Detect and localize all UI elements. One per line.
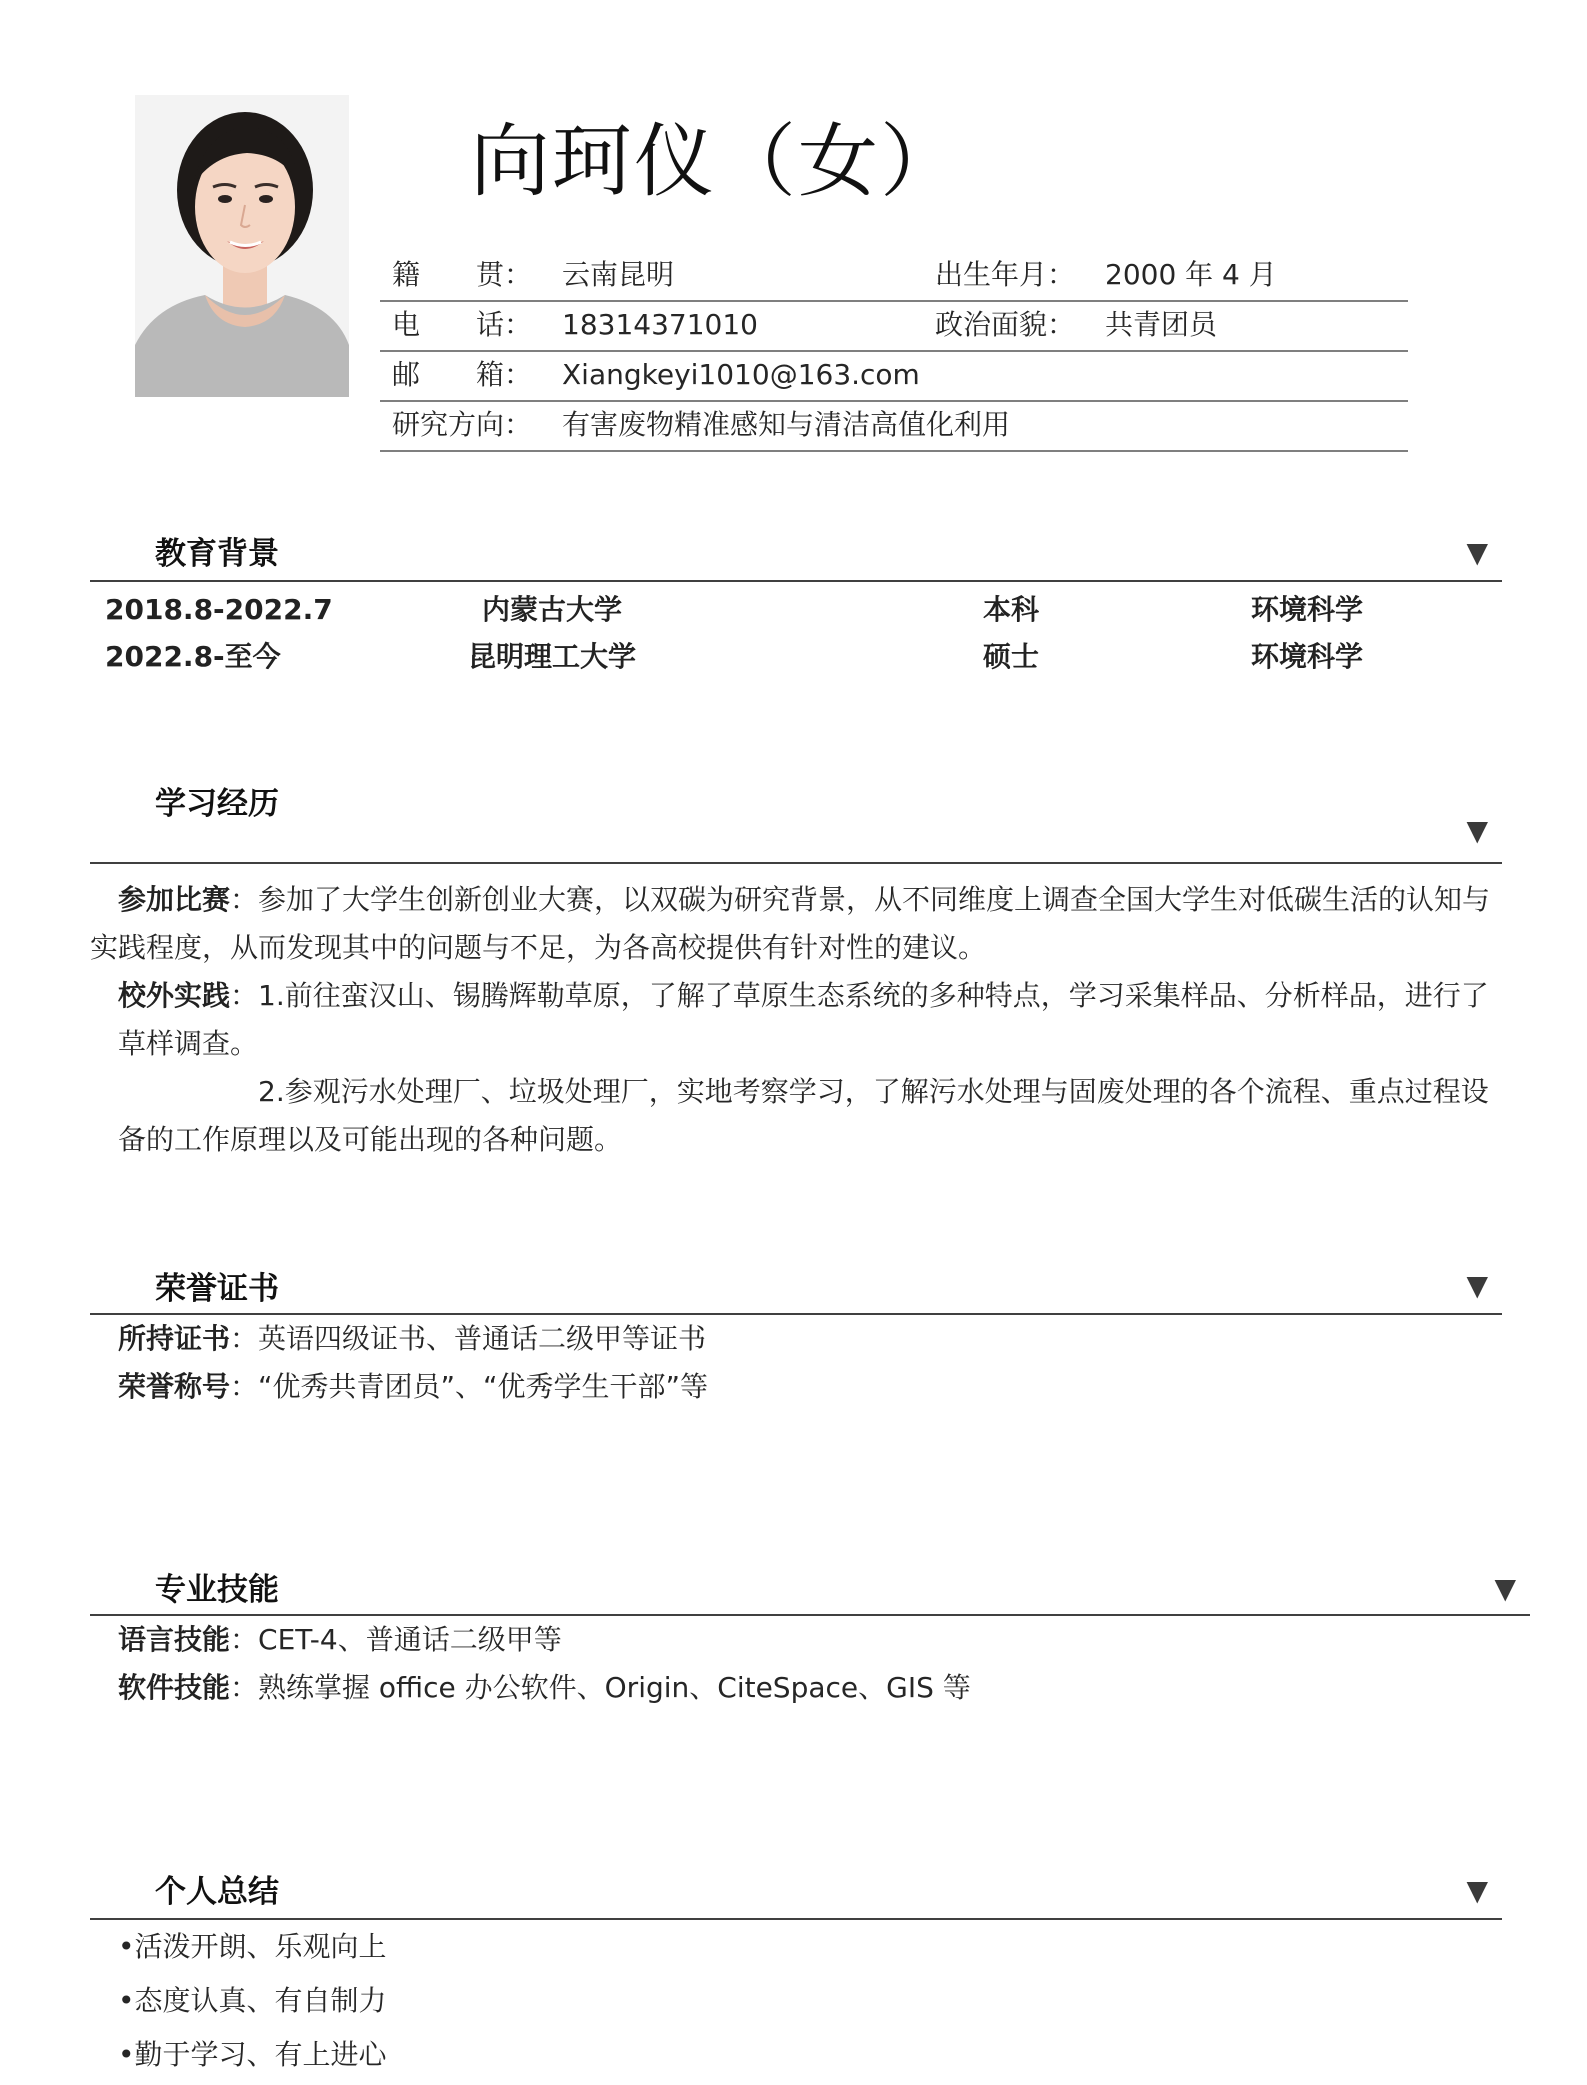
section-title: 学习经历 — [155, 786, 279, 822]
edu-school: 昆明理工大学 — [467, 640, 637, 673]
competition-label: 参加比赛 — [118, 883, 231, 916]
collapse-arrow-icon: ▼ — [1494, 1572, 1516, 1605]
education-row — [90, 586, 1502, 633]
study-header — [90, 778, 1502, 864]
certificates-line — [90, 1315, 1502, 1363]
email-label: 邮 箱： — [392, 358, 533, 391]
info-row-email — [380, 352, 1408, 402]
edu-major: 环境科学 — [1250, 593, 1364, 626]
practice-line-2-cont: 备的工作原理以及可能出现的各种问题。 — [118, 1123, 623, 1156]
collapse-arrow-icon: ▼ — [1466, 814, 1488, 847]
section-title: 专业技能 — [155, 1572, 279, 1608]
email-value: Xiangkeyi1010@163.com — [562, 358, 920, 391]
edu-major: 环境科学 — [1250, 640, 1364, 673]
education-header — [90, 528, 1502, 582]
political-label: 政治面貌： — [935, 308, 1076, 341]
competition-line-cont: 实践程度，从而发现其中的问题与不足，为各高校提供有针对性的建议。 — [90, 931, 987, 964]
skills-header — [90, 1564, 1530, 1616]
edu-degree: 硕士 — [982, 640, 1040, 673]
certificates-label: 所持证书 — [118, 1322, 231, 1355]
hometown-label: 籍 贯： — [392, 258, 533, 291]
skills-section — [90, 1564, 1530, 1712]
phone-label: 电 话： — [392, 308, 533, 341]
section-title: 教育背景 — [155, 536, 279, 572]
info-row-phone — [380, 302, 1408, 352]
research-label: 研究方向： — [392, 408, 533, 441]
info-row-hometown — [380, 252, 1408, 302]
education-section — [90, 528, 1502, 680]
honor-titles-line — [90, 1363, 1502, 1411]
birth-label: 出生年月： — [935, 258, 1076, 291]
practice-text: ：1.前往蛮汉山、锡腾辉勒草原，了解了草原生态系统的多种特点，学习采集样品、分析样品，进行了 — [230, 979, 1489, 1012]
research-value: 有害废物精准感知与清洁高值化利用 — [562, 408, 1011, 441]
candidate-name: 向珂仪（女） — [470, 115, 962, 208]
honor-titles-label: 荣誉称号 — [118, 1370, 231, 1403]
edu-school: 内蒙古大学 — [481, 593, 623, 626]
political-value: 共青团员 — [1105, 308, 1218, 341]
competition-text: ：参加了大学生创新创业大赛，以双碳为研究背景，从不同维度上调查全国大学生对低碳生活的认知与 — [230, 883, 1491, 916]
edu-period: 2022.8-至今 — [105, 640, 281, 673]
language-skills-line — [90, 1616, 1530, 1664]
summary-section — [90, 1866, 1502, 2082]
language-skills-label: 语言技能 — [118, 1623, 231, 1656]
software-skills-label: 软件技能 — [118, 1671, 231, 1704]
certificates-value: ：英语四级证书、普通话二级甲等证书 — [230, 1322, 707, 1355]
edu-degree: 本科 — [982, 593, 1040, 626]
section-title: 荣誉证书 — [155, 1271, 279, 1307]
profile-photo — [135, 95, 349, 397]
phone-value: 18314371010 — [562, 308, 758, 341]
info-row-research — [380, 402, 1408, 452]
practice-line-cont: 草样调查。 — [118, 1027, 259, 1060]
collapse-arrow-icon: ▼ — [1466, 1269, 1488, 1302]
personal-info-table — [380, 252, 1408, 452]
education-row — [90, 633, 1502, 680]
language-skills-value: ：CET-4、普通话二级甲等 — [230, 1623, 562, 1656]
birth-value: 2000 年 4 月 — [1105, 258, 1277, 291]
honors-header — [90, 1263, 1502, 1315]
software-skills-line — [90, 1664, 1530, 1712]
collapse-arrow-icon: ▼ — [1466, 536, 1488, 569]
summary-item: •勤于学习、有上进心 — [118, 2038, 387, 2071]
hometown-value: 云南昆明 — [562, 258, 675, 291]
honor-titles-value: ：“优秀共青团员”、“优秀学生干部”等 — [230, 1370, 709, 1403]
study-section — [90, 778, 1502, 1164]
collapse-arrow-icon: ▼ — [1466, 1874, 1488, 1907]
software-skills-value: ：熟练掌握 office 办公软件、Origin、CiteSpace、GIS 等 — [230, 1671, 971, 1704]
summary-item: •活泼开朗、乐观向上 — [118, 1930, 387, 1963]
summary-item: •态度认真、有自制力 — [118, 1984, 387, 2017]
practice-line-2: 2.参观污水处理厂、垃圾处理厂，实地考察学习，了解污水处理与固废处理的各个流程、重点过程设 — [258, 1075, 1489, 1108]
edu-period: 2018.8-2022.7 — [105, 593, 333, 626]
competition-line — [90, 876, 1502, 924]
practice-line — [90, 972, 1502, 1020]
honors-section — [90, 1263, 1502, 1411]
practice-label: 校外实践 — [118, 979, 231, 1012]
summary-header — [90, 1866, 1502, 1920]
section-title: 个人总结 — [155, 1874, 279, 1910]
